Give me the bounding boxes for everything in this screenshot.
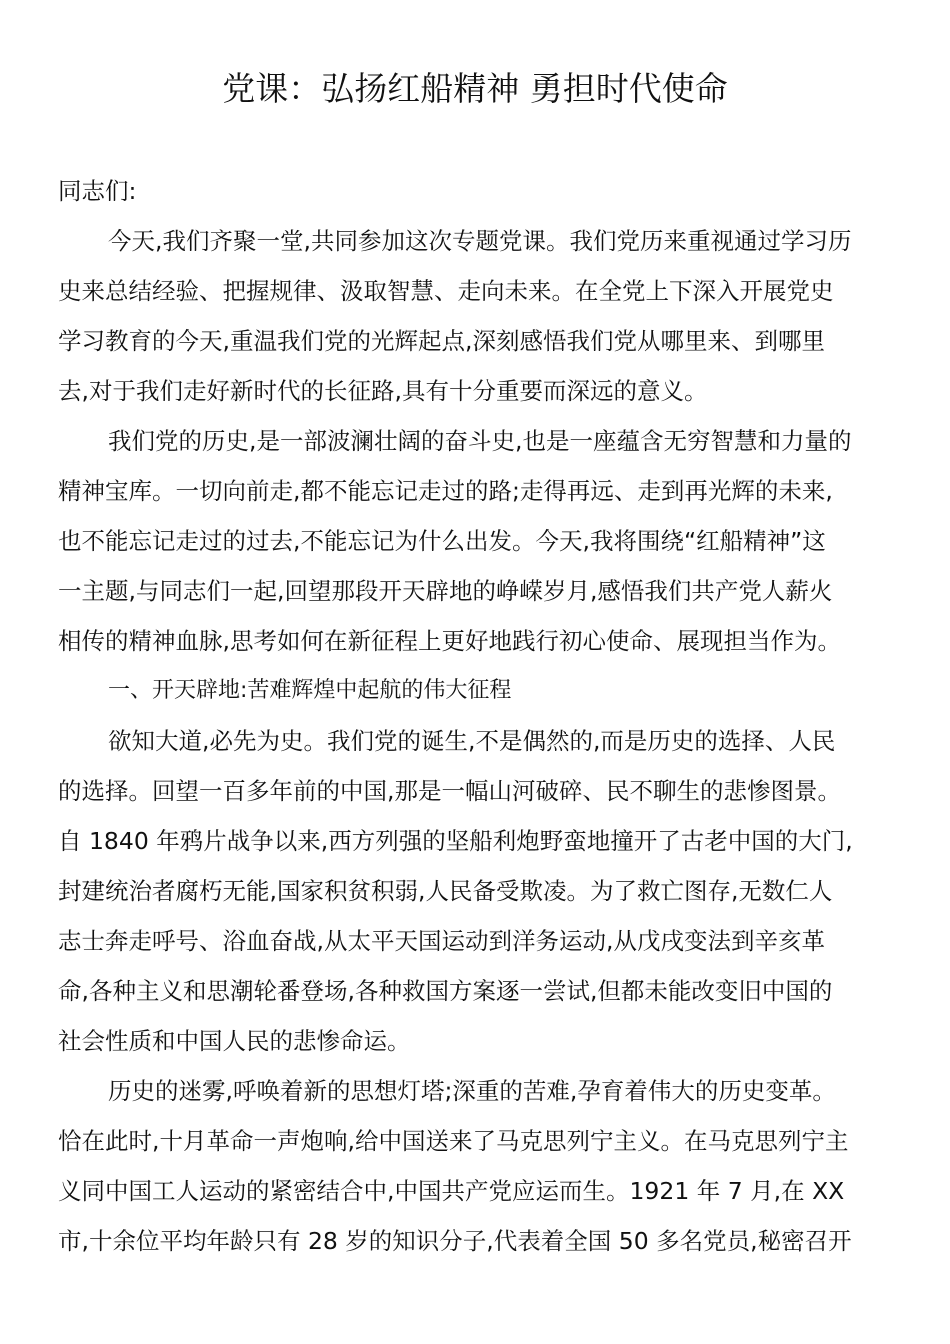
text-line: 的选择。回望一百多年前的中国,那是一幅山河破碎、民不聊生的悲惨图景。 xyxy=(58,777,841,805)
text-line: 市,十余位平均年龄只有 28 岁的知识分子,代表着全国 50 多名党员,秘密召开 xyxy=(58,1227,852,1255)
text-line: 恰在此时,十月革命一声炮响,给中国送来了马克思列宁主义。在马克思列宁主 xyxy=(58,1127,849,1155)
text-line: 学习教育的今天,重温我们党的光辉起点,深刻感悟我们党从哪里来、到哪里 xyxy=(58,327,825,355)
text-line: 社会性质和中国人民的悲惨命运。 xyxy=(58,1027,411,1055)
paragraph-lines xyxy=(58,216,894,1266)
text-line: 相传的精神血脉,思考如何在新征程上更好地践行初心使命、展现担当作为。 xyxy=(58,627,841,655)
text-line: 我们党的历史,是一部波澜壮阔的奋斗史,也是一座蕴含无穷智慧和力量的 xyxy=(108,427,852,455)
text-line: 欲知大道,必先为史。我们党的诞生,不是偶然的,而是历史的选择、人民 xyxy=(108,727,836,755)
text-line: 一主题,与同志们一起,回望那段开天辟地的峥嵘岁月,感悟我们共产党人薪火 xyxy=(58,577,833,605)
section-heading: 一、开天辟地:苦难辉煌中起航的伟大征程 xyxy=(108,678,512,703)
salutation: 同志们: xyxy=(58,177,137,205)
text-line: 志士奔走呼号、浴血奋战,从太平天国运动到洋务运动,从戊戌变法到辛亥革 xyxy=(58,927,825,955)
text-line: 封建统治者腐朽无能,国家积贫积弱,人民备受欺凌。为了救亡图存,无数仁人 xyxy=(58,877,833,905)
document-body xyxy=(58,166,894,1266)
text-line: 精神宝库。一切向前走,都不能忘记走过的路;走得再远、走到再光辉的未来, xyxy=(58,477,833,505)
text-line: 去,对于我们走好新时代的长征路,具有十分重要而深远的意义。 xyxy=(58,377,708,405)
text-line: 也不能忘记走过的过去,不能忘记为什么出发。今天,我将围绕“红船精神”这 xyxy=(58,527,826,555)
text-line: 历史的迷雾,呼唤着新的思想灯塔;深重的苦难,孕育着伟大的历史变革。 xyxy=(108,1077,836,1105)
text-line: 义同中国工人运动的紧密结合中,中国共产党应运而生。1921 年 7 月,在 XX xyxy=(58,1177,845,1205)
text-line: 自 1840 年鸦片战争以来,西方列强的坚船利炮野蛮地撞开了古老中国的大门, xyxy=(58,827,853,855)
document-title: 党课：弘扬红船精神 勇担时代使命 xyxy=(222,69,728,108)
text-line: 命,各种主义和思潮轮番登场,各种救国方案逐一尝试,但都未能改变旧中国的 xyxy=(58,977,833,1005)
text-line: 今天,我们齐聚一堂,共同参加这次专题党课。我们党历来重视通过学习历 xyxy=(108,227,852,255)
text-line: 史来总结经验、把握规律、汲取智慧、走向未来。在全党上下深入开展党史 xyxy=(58,277,834,305)
